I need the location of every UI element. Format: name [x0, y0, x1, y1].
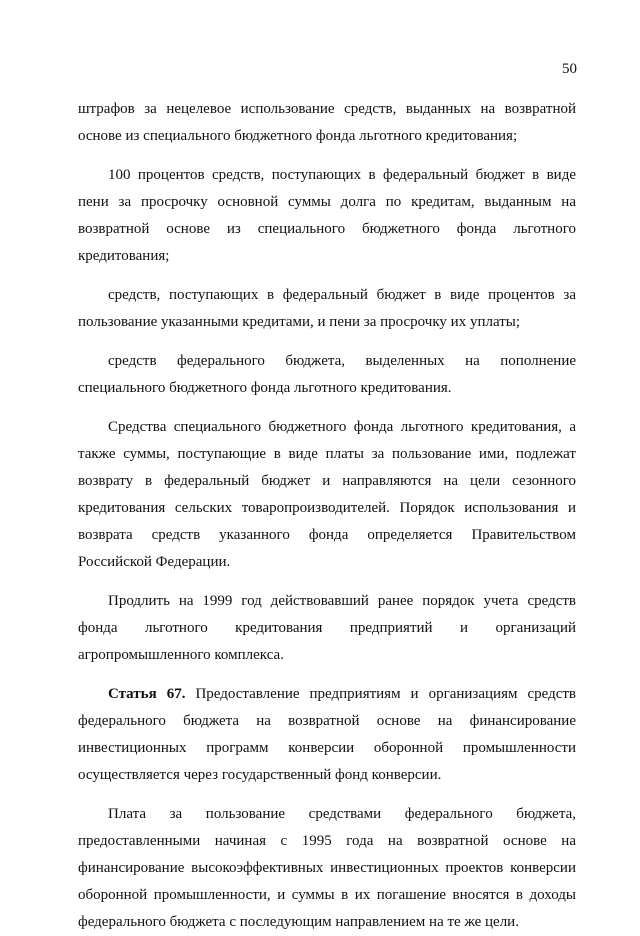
page-number: 50	[562, 61, 577, 77]
paragraph: средств, поступающих в федеральный бюджет в виде процентов за пользование указанными кредитами, и пени за просрочку их уплаты;	[78, 287, 576, 330]
paragraph: Плата за пользование средствами федерального бюджета, предоставленными начиная с 1995 года на возвратной основе на финансирование высокоэффективных инвестиционных проектов конверсии оборонной промышленности, и суммы в их погашение вносятся в доходы федерального бюджета с последующим направлением на те же цели.	[78, 806, 576, 930]
article-text: Предоставление предприятиям и организациям средств федерального бюджета на возвратной основе на финансирование инвестиционных программ конверсии оборонной промышленности осуществляется через государственный фонд конверсии.	[78, 686, 576, 783]
article-paragraph	[78, 681, 576, 789]
document-body	[78, 96, 576, 936]
paragraph: 100 процентов средств, поступающих в федеральный бюджет в виде пени за просрочку основной суммы долга по кредитам, выданным на возвратной основе из специального бюджетного фонда льготного кредитования;	[78, 167, 576, 264]
paragraph: штрафов за нецелевое использование средств, выданных на возвратной основе из специального бюджетного фонда льготного кредитования;	[78, 101, 576, 144]
article-heading: Статья 67.	[108, 686, 186, 702]
paragraph: Средства специального бюджетного фонда льготного кредитования, а также суммы, поступающие в виде платы за пользование ими, подлежат возврату в федеральный бюджет и направляются на цели сезонного кредитования сельских товаропроизводителей. Порядок использования и возврата средств указанного фонда определяется Правительством Российской Федерации.	[78, 419, 576, 570]
paragraph: Продлить на 1999 год действовавший ранее порядок учета средств фонда льготного кредитования предприятий и организаций агропромышленного комплекса.	[78, 593, 576, 663]
paragraph: средств федерального бюджета, выделенных на пополнение специального бюджетного фонда льготного кредитования.	[78, 353, 576, 396]
